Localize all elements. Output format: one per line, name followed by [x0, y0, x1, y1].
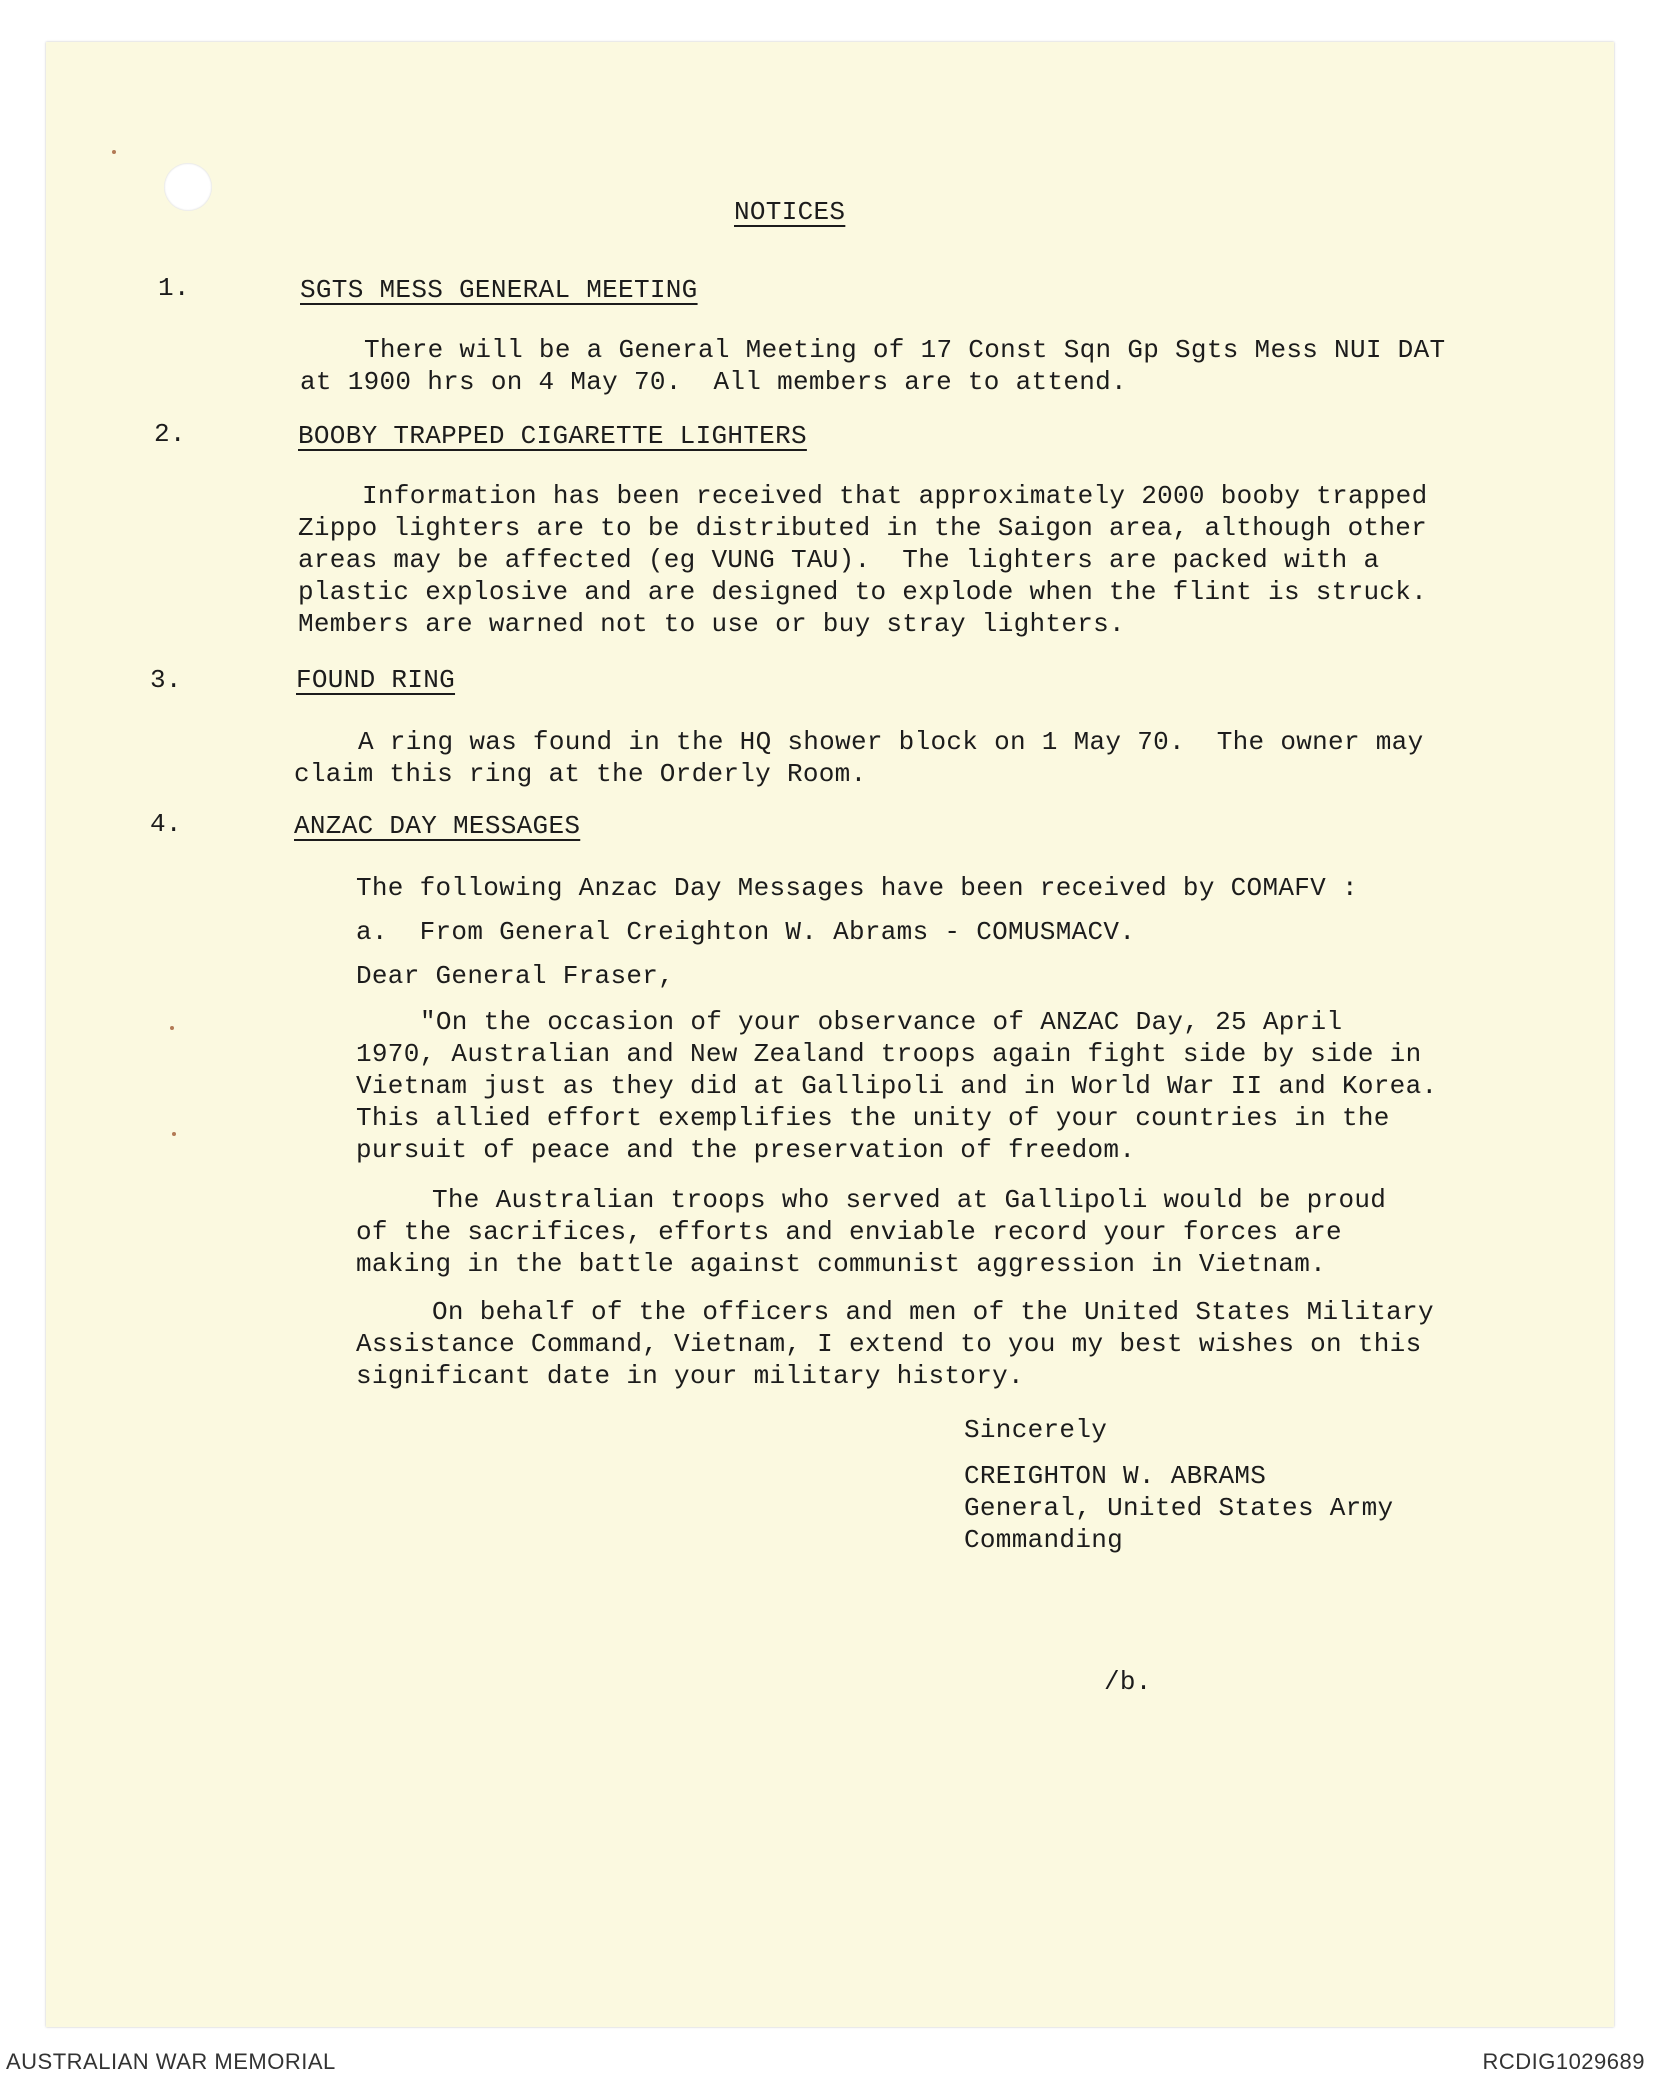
item-heading: FOUND RING	[296, 665, 456, 695]
body-line: Zippo lighters are to be distributed in the Saigon area, although other	[298, 513, 1428, 543]
paper-speck	[112, 150, 116, 154]
letter-line: pursuit of peace and the preservation of freedom.	[356, 1135, 1136, 1165]
item-number: 4.	[150, 809, 182, 839]
footer-record-id: RCDIG1029689	[1482, 2049, 1645, 2074]
body-line: Members are warned not to use or buy stray lighters.	[298, 609, 1125, 639]
document-sheet	[46, 42, 1614, 2027]
body-line: at 1900 hrs on 4 May 70. All members are to attend.	[300, 367, 1127, 397]
body-line: A ring was found in the HQ shower block on 1 May 70. The owner may	[358, 727, 1424, 757]
continuation-marker: /b.	[1104, 1667, 1152, 1697]
body-line: Information has been received that approximately 2000 booby trapped	[362, 481, 1428, 511]
closing: Sincerely	[964, 1415, 1108, 1445]
signature-line: CREIGHTON W. ABRAMS	[964, 1461, 1267, 1491]
intro-line: The following Anzac Day Messages have been received by COMAFV :	[356, 873, 1358, 903]
item-heading: SGTS MESS GENERAL MEETING	[300, 275, 698, 305]
letter-line: "On the occasion of your observance of ANZAC Day, 25 April	[420, 1007, 1343, 1037]
letter-line: 1970, Australian and New Zealand troops again fight side by side in	[356, 1039, 1422, 1069]
item-number: 3.	[150, 665, 182, 695]
letter-line: of the sacrifices, efforts and enviable record your forces are	[356, 1217, 1342, 1247]
letter-line: making in the battle against communist aggression in Vietnam.	[356, 1249, 1327, 1279]
paper-speck	[170, 1026, 174, 1030]
letter-line: On behalf of the officers and men of the United States Military	[432, 1297, 1434, 1327]
salutation: Dear General Fraser,	[356, 961, 675, 991]
item-number: 1.	[158, 273, 190, 303]
body-line: plastic explosive and are designed to explode when the flint is struck.	[298, 577, 1428, 607]
sub-item-line: a. From General Creighton W. Abrams - COMUSMACV.	[356, 917, 1136, 947]
paper-speck	[172, 1132, 176, 1136]
footer-institution: AUSTRALIAN WAR MEMORIAL	[6, 2049, 336, 2074]
letter-line: significant date in your military history.	[356, 1361, 1024, 1391]
body-line: There will be a General Meeting of 17 Const Sqn Gp Sgts Mess NUI DAT	[364, 335, 1446, 365]
item-number: 2.	[154, 419, 186, 449]
signature-line: General, United States Army	[964, 1493, 1394, 1523]
body-line: areas may be affected (eg VUNG TAU). The lighters are packed with a	[298, 545, 1380, 575]
item-heading: ANZAC DAY MESSAGES	[294, 811, 581, 841]
item-heading: BOOBY TRAPPED CIGARETTE LIGHTERS	[298, 421, 807, 451]
body-line: claim this ring at the Orderly Room.	[294, 759, 867, 789]
letter-line: Vietnam just as they did at Gallipoli and in World War II and Korea.	[356, 1071, 1438, 1101]
punch-hole	[164, 163, 212, 211]
letter-line: The Australian troops who served at Gallipoli would be proud	[432, 1185, 1387, 1215]
letter-line: This allied effort exemplifies the unity of your countries in the	[356, 1103, 1390, 1133]
page-title: NOTICES	[734, 197, 846, 227]
letter-line: Assistance Command, Vietnam, I extend to you my best wishes on this	[356, 1329, 1422, 1359]
signature-line: Commanding	[964, 1525, 1124, 1555]
